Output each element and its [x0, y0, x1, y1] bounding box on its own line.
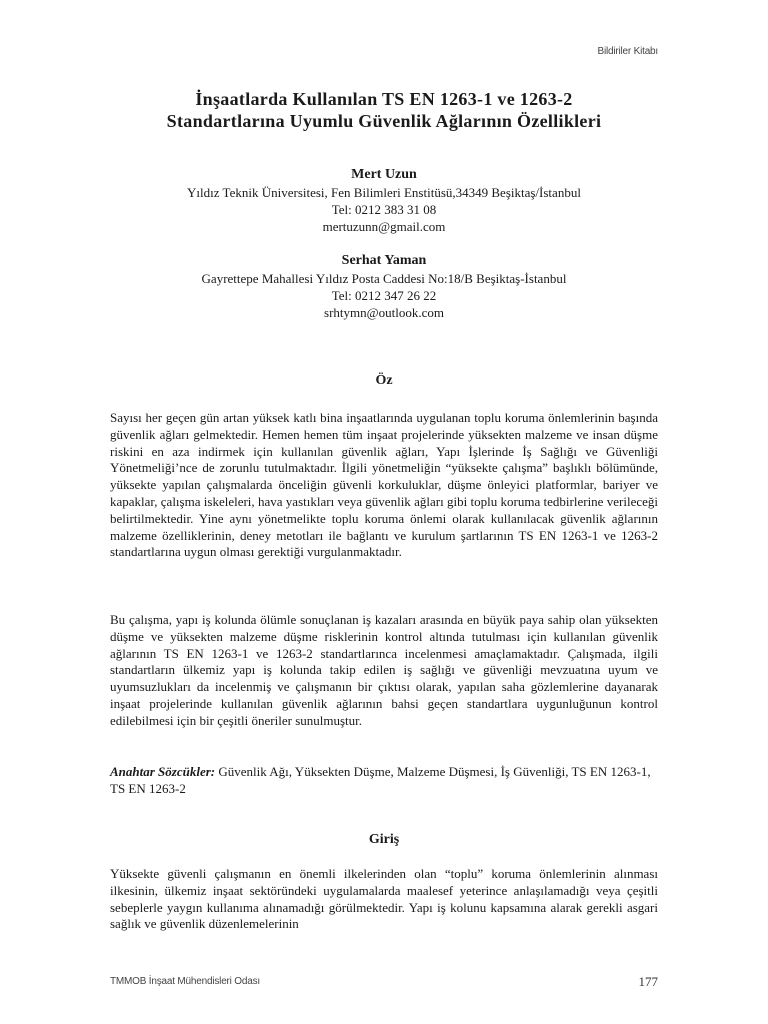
keywords [110, 764, 658, 798]
paper-title [0, 88, 768, 132]
paper-title-line-2: Standartlarına Uyumlu Güvenlik Ağlarının Özellikleri [166, 111, 602, 131]
author-block-2 [0, 252, 768, 321]
author-affiliation: Yıldız Teknik Üniversitesi, Fen Bilimleri Enstitüsü,34349 Beşiktaş/İstanbul [187, 185, 581, 200]
introduction-heading: Giriş [368, 832, 400, 847]
author-affiliation: Gayrettepe Mahallesi Yıldız Posta Caddesi No:18/B Beşiktaş-İstanbul [201, 271, 567, 286]
footer-publisher: TMMOB İnşaat Mühendisleri Odası [110, 976, 260, 987]
author-name: Mert Uzun [351, 167, 417, 182]
author-name: Serhat Yaman [341, 253, 427, 268]
abstract-paragraph-2: Bu çalışma, yapı iş kolunda ölümle sonuçlanan iş kazaları arasında en büyük paya sahip olan yüksekten düşme ve yüksekten malzeme düşme risklerinin kontrol altında tutulması için kullanılan güvenlik ağlarının TS EN 1263-1 ve 1263-2 standartlarınca incelenmesi amaçlamaktadır. Çalışmada, ilgili standartların ülkemiz yapı iş kolunda takip edilen iş sağlığı ve güvenliği mevzuatına uyum ve uyumsuzlukları da incelenmiş ve çalışmanın bir çıktısı olarak, yapılan saha gözlemlerine dayanarak inşaat projelerinde kullanılan güvenlik ağlarının bahsi geçen standartlara uygunluğunun kontrol edilebilmesi için bir çeşitli öneriler sunulmuştur. [110, 612, 658, 728]
page-number: 177 [638, 974, 658, 989]
author-phone: Tel: 0212 383 31 08 [331, 202, 437, 217]
abstract-paragraph-1: Sayısı her geçen gün artan yüksek katlı bina inşaatlarında uygulanan toplu koruma önlemlerinin başında güvenlik ağları gelmektedir. Hemen hemen tüm inşaat projelerinde yüksekten malzeme ve insan düşme riskini en aza indirmek için kullanılan güvenlik ağları, Yapı İşlerinde İş Sağlığı ve Güvenliği Yönetmeliği’nce de zorunlu tutulmaktadır. İlgili yönetmeliğin “yüksekte çalışma” başlıklı bölümünde, yüksekte yapılan çalışmalarda önceliğin güvenli korkuluklar, düşme önleyici platformlar, bariyer ve kapaklar, çalışma iskeleleri, hava yastıkları veya güvenlik ağları gibi toplu koruma tedbirlerine verileceği belirtilmektedir. Yine aynı yönetmelikte toplu koruma önlemi olarak kullanılacak güvenlik ağlarının malzeme özelliklerinin, deney metotları ile bağlantı ve kurulum şartlarının TS EN 1263-1 ve 1263-2 standartlarına uygun olması gerektiği vurgulanmaktadır. [110, 410, 658, 560]
keywords-label: Anahtar Sözcükler: [110, 764, 216, 779]
running-header: Bildiriler Kitabı [597, 46, 658, 57]
paper-title-line-1: İnşaatlarda Kullanılan TS EN 1263-1 ve 1263-2 [195, 89, 573, 109]
abstract-heading: Öz [375, 373, 393, 388]
introduction-paragraph: Yüksekte güvenli çalışmanın en önemli ilkelerinden olan “toplu” koruma önlemlerinin alınması ilkesinin, ülkemiz inşaat sektöründeki uygulamalarda maalesef yeterince anlaşılamadığı veya çeşitli sebeplerle yaygın kullanıma alınamadığı görülmektedir. Yapı iş kolunu kapsamına alarak gerekli asgari sağlık ve güvenlik düzenlemelerinin [110, 866, 658, 932]
keywords-list: Güvenlik Ağı, Yüksekten Düşme, Malzeme Düşmesi, İş Güvenliği, TS EN 1263-1, TS EN 1263-2 [110, 764, 651, 796]
author-email: srhtymn@outlook.com [324, 305, 444, 320]
author-email: mertuzunn@gmail.com [322, 219, 446, 234]
author-phone: Tel: 0212 347 26 22 [331, 288, 437, 303]
author-block-1 [0, 166, 768, 235]
